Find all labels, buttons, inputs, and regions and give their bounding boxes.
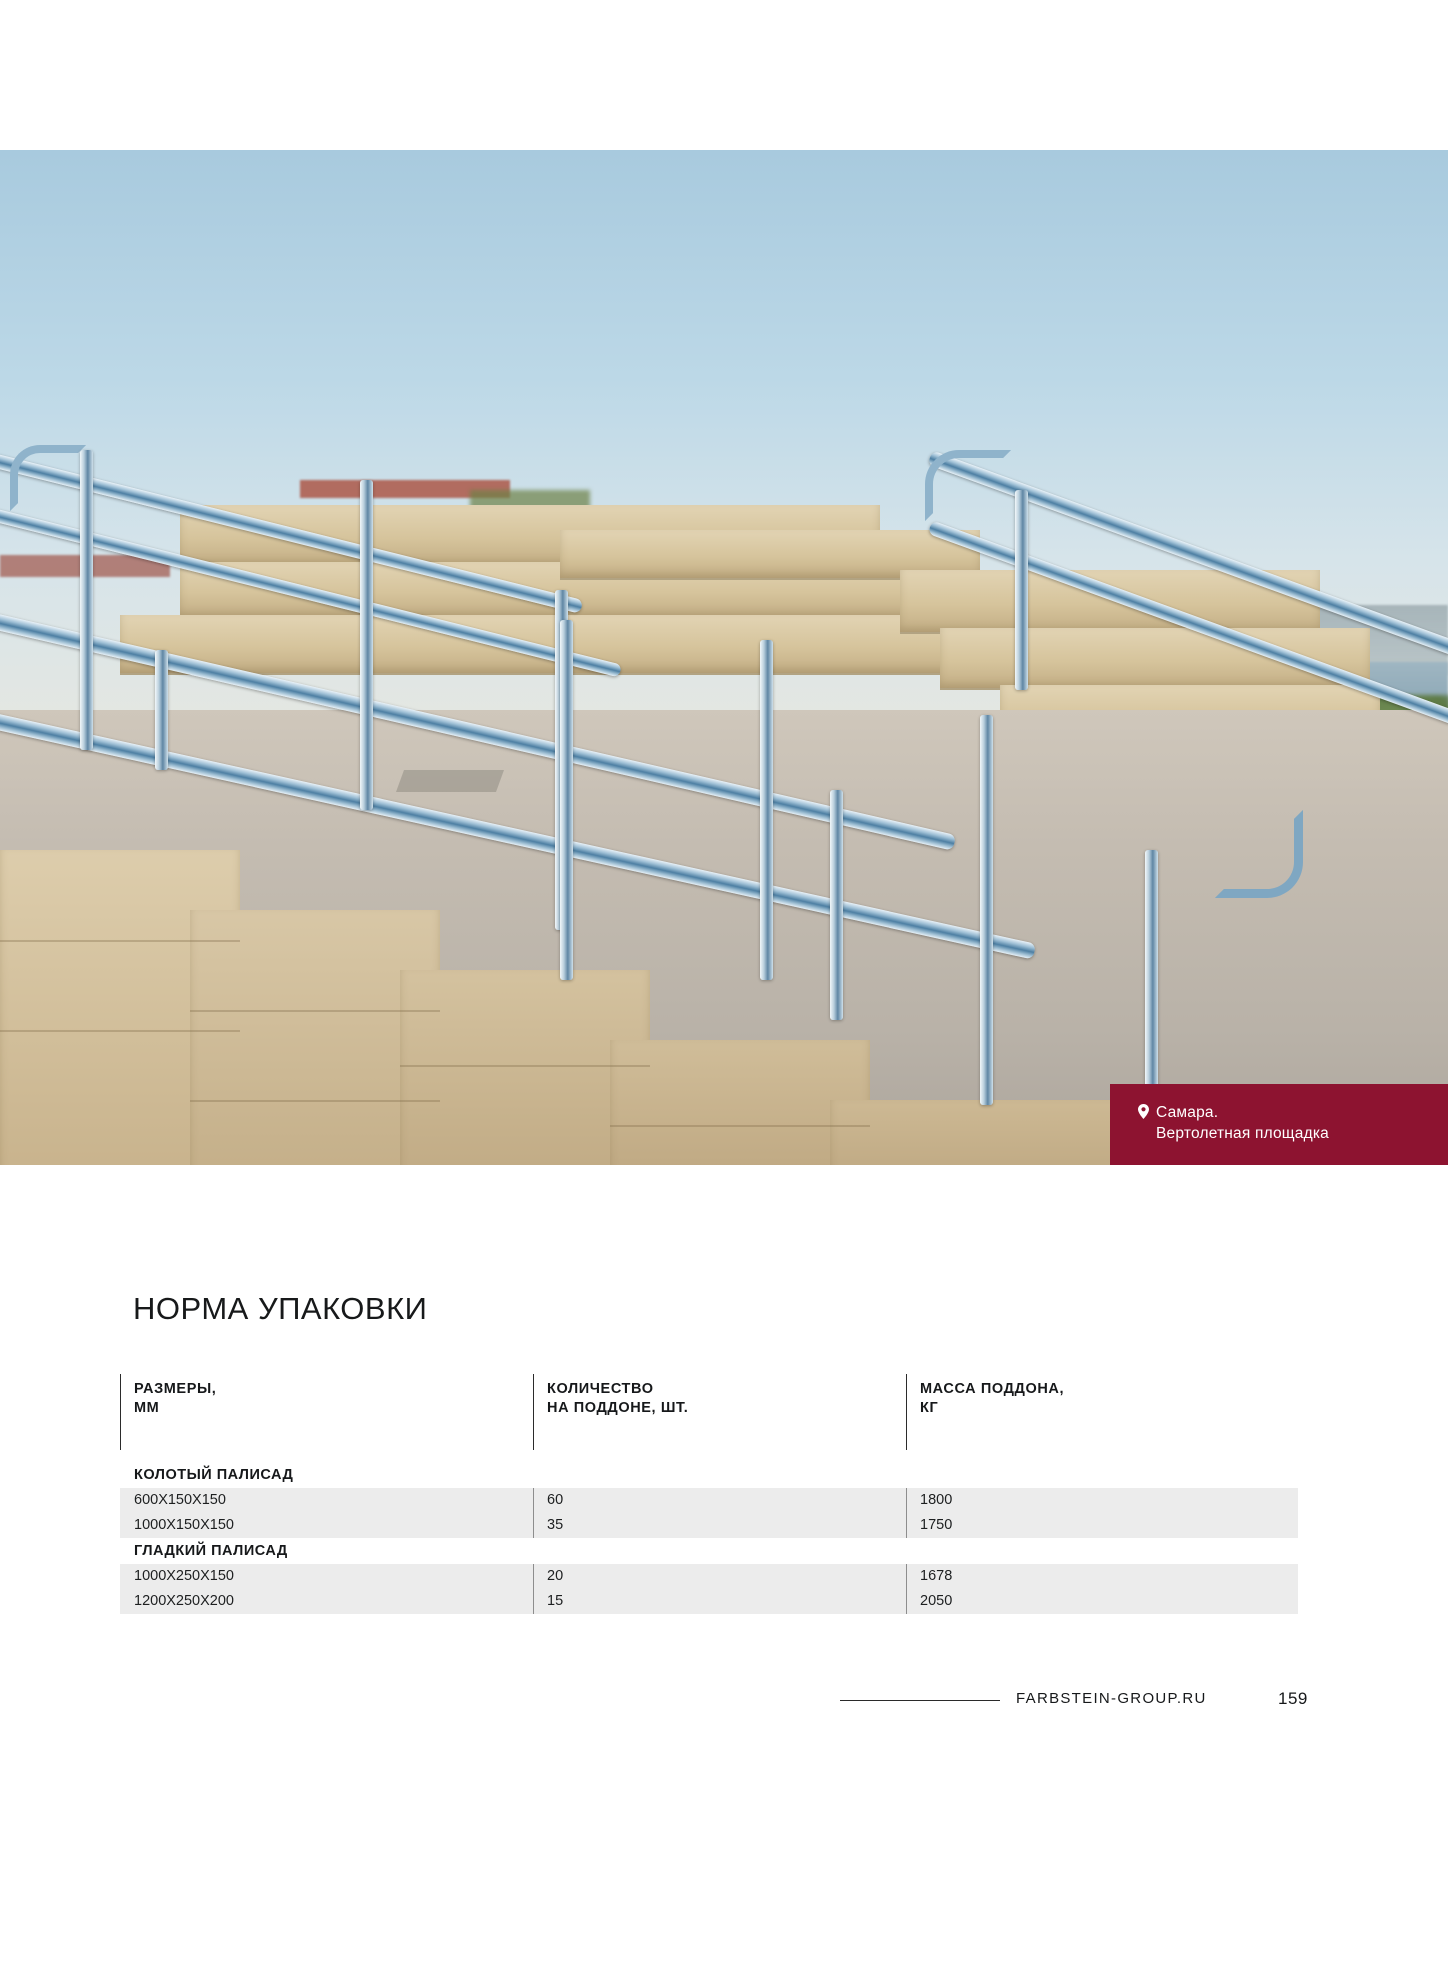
page-title: НОРМА УПАКОВКИ [133, 1290, 428, 1326]
cell-quantity: 35 [533, 1513, 906, 1538]
handrail-post [1145, 850, 1158, 1110]
cell-mass: 1800 [906, 1488, 1298, 1513]
handrail-post [830, 790, 843, 1020]
table-group-title: ГЛАДКИЙ ПАЛИСАД [134, 1543, 288, 1559]
cell-size: 1200X250X200 [134, 1593, 234, 1609]
table-header-sizes [120, 1370, 533, 1462]
handrail-curve [1215, 810, 1303, 898]
table-row [120, 1488, 1298, 1513]
handrail-post [80, 450, 93, 750]
table-group-title: КОЛОТЫЙ ПАЛИСАД [134, 1467, 294, 1483]
header-quantity-line1: КОЛИЧЕСТВО [547, 1381, 654, 1397]
page-number: 159 [1278, 1689, 1308, 1708]
header-quantity-line2: НА ПОДДОНЕ, ШТ. [547, 1400, 689, 1416]
location-line-2: Вертолетная площадка [1156, 1125, 1329, 1142]
table-row [120, 1589, 1298, 1614]
block-seam [0, 1030, 240, 1032]
block-seam [190, 1010, 440, 1012]
cell-mass: 2050 [906, 1589, 1298, 1614]
handrail-post [560, 620, 573, 980]
cell-size: 1000X250X150 [134, 1568, 234, 1584]
page-footer [0, 1685, 1448, 1715]
header-mass-line2: КГ [920, 1400, 939, 1416]
header-sizes-line1: РАЗМЕРЫ, [134, 1381, 217, 1397]
cell-quantity: 15 [533, 1589, 906, 1614]
handrail-post [360, 480, 373, 810]
handrail-post [155, 650, 168, 770]
packing-norms-table [120, 1370, 1298, 1614]
cell-size: 1000X150X150 [134, 1517, 234, 1533]
header-divider [120, 1374, 121, 1450]
table-row [120, 1564, 1298, 1589]
cell-mass: 1678 [906, 1564, 1298, 1589]
handrail-post [980, 715, 993, 1105]
handrail-curve [925, 450, 1011, 521]
cell-mass: 1750 [906, 1513, 1298, 1538]
cell-quantity: 20 [533, 1564, 906, 1589]
hero-photo [0, 150, 1448, 1165]
block-seam [610, 1125, 870, 1127]
location-city: Самара. [1156, 1104, 1219, 1121]
location-tag [1110, 1084, 1448, 1165]
header-divider [533, 1374, 534, 1450]
header-divider [906, 1374, 907, 1450]
header-mass-line1: МАССА ПОДДОНА, [920, 1381, 1065, 1397]
footer-divider [840, 1700, 1000, 1701]
handrail-post [1015, 490, 1028, 690]
cell-quantity: 60 [533, 1488, 906, 1513]
block-seam [190, 1100, 440, 1102]
cell-size: 600X150X150 [134, 1492, 226, 1508]
table-header-row [120, 1370, 1298, 1462]
block-seam [0, 940, 240, 942]
footer-website: FARBSTEIN-GROUP.RU [1016, 1690, 1207, 1707]
handrail-curve [10, 445, 86, 511]
location-line-1 [1138, 1102, 1426, 1123]
pavement-tile [396, 770, 504, 792]
table-header-mass [906, 1370, 1298, 1462]
stepped-wall [830, 1100, 1120, 1165]
table-row [120, 1513, 1298, 1538]
table-header-quantity [533, 1370, 906, 1462]
map-pin-icon [1138, 1104, 1149, 1119]
handrail-post [760, 640, 773, 980]
header-sizes-line2: ММ [134, 1400, 160, 1416]
block-seam [400, 1065, 650, 1067]
